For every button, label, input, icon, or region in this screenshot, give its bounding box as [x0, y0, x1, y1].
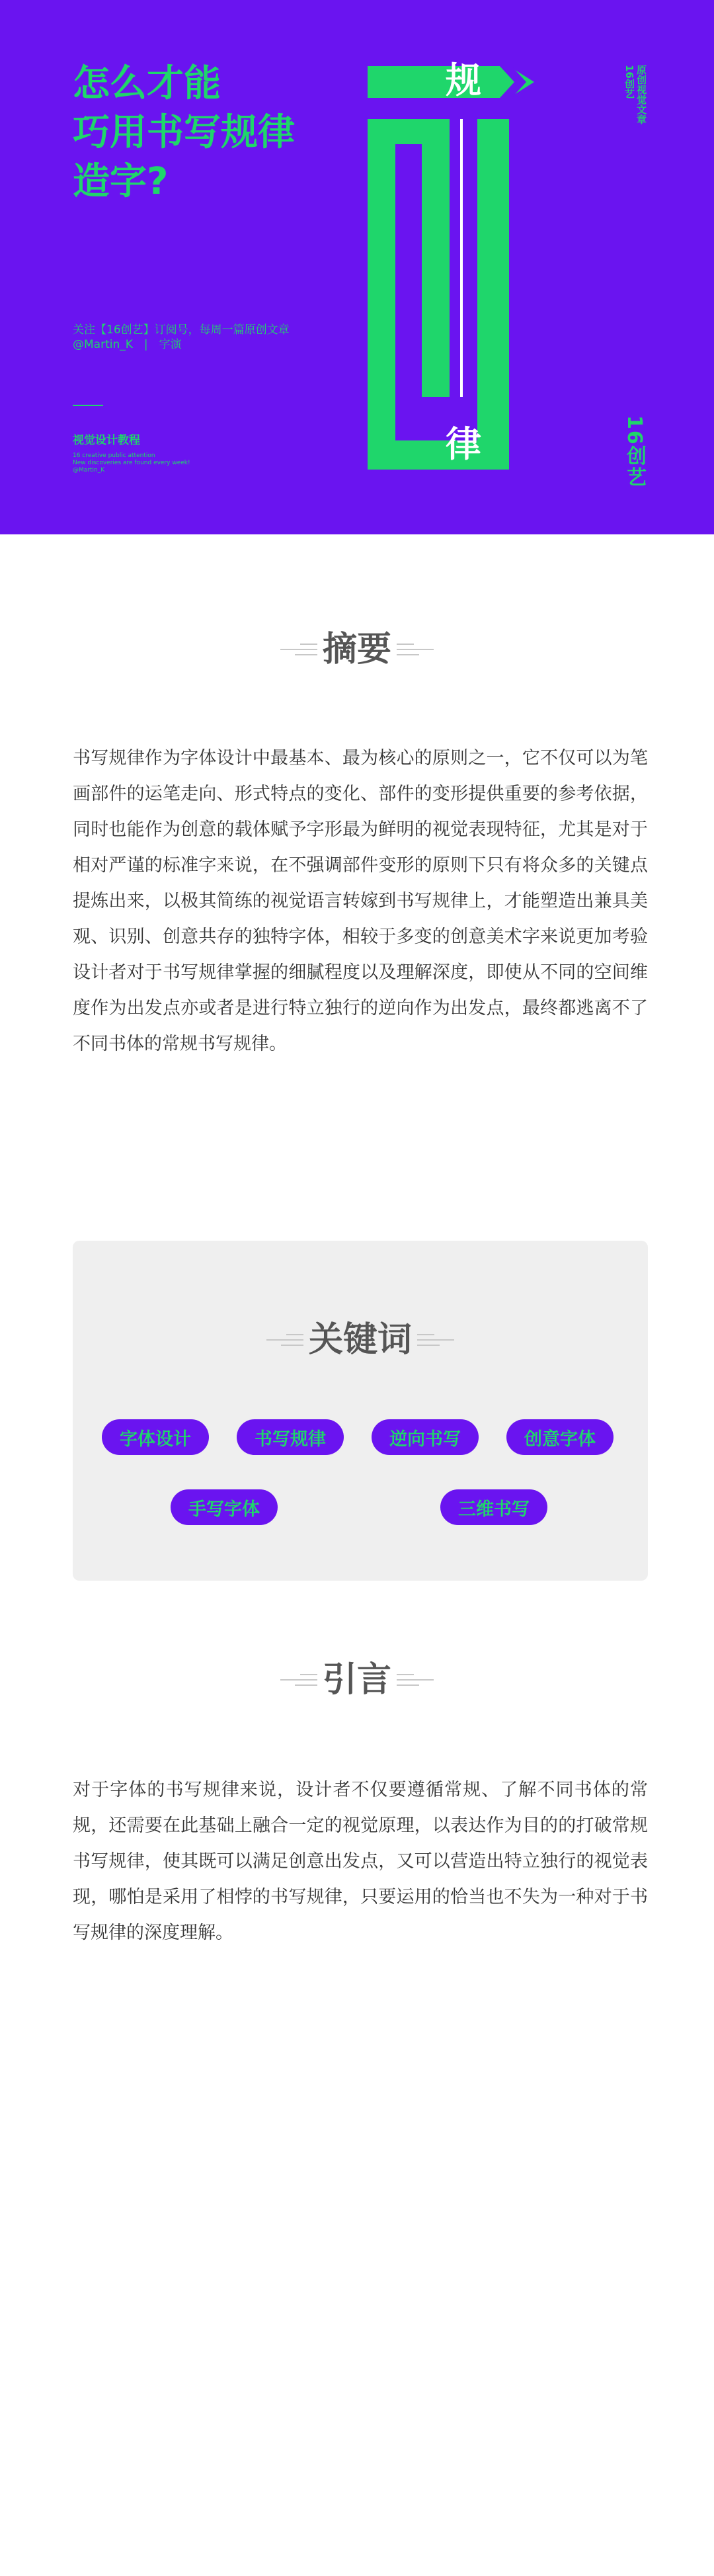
hero-brand-logo: 16创艺 [623, 415, 646, 488]
glyph-bottom-character: 律 [446, 423, 481, 465]
hero-title [73, 60, 295, 206]
glyph-artwork [368, 59, 553, 470]
hero-follow-line-1: 关注【16创艺】订阅号，每周一篇原创文章 [73, 323, 290, 337]
intro-paragraph: 对于字体的书写规律来说，设计者不仅要遵循常规、了解不同书体的常规，还需要在此基础上融合一定的视觉原理，以表达作为目的的打破常规书写规律，使其既可以满足创意出发点，又可以营造出特立独行的视觉表现，哪怕是采用了相悖的书写规律，只要运用的恰当也不失为一种对于书写规律的深度理解。 [73, 1780, 648, 1943]
glyph-top-character: 规 [446, 59, 481, 101]
hero-vertical-brand: 16创艺 [623, 65, 635, 99]
heading-decoration-right [417, 1334, 454, 1346]
hero-follow-info [73, 323, 290, 352]
hero-en-line-3: @Martin_K [73, 467, 105, 474]
intro-heading [0, 1659, 714, 1701]
keyword-tag[interactable]: 创意字体 [506, 1419, 614, 1455]
keyword-tag[interactable]: 手写字体 [171, 1489, 278, 1525]
hero-title-line-2: 巧用书写规律 [73, 111, 295, 154]
hero-title-line-3: 造字? [73, 160, 169, 203]
abstract-title: 摘要 [322, 629, 391, 669]
keyword-tag[interactable]: 三维书写 [440, 1489, 547, 1525]
hero-title-line-1: 怎么才能 [73, 62, 221, 105]
hero-banner [0, 0, 714, 534]
keywords-panel [73, 1241, 648, 1581]
heading-decoration-left [280, 644, 317, 655]
heading-decoration-right [397, 644, 434, 655]
hero-divider [73, 405, 103, 406]
heading-decoration-right [397, 1674, 434, 1686]
keywords-heading [73, 1319, 648, 1361]
hero-vertical-subtitle: 原创视觉文章 [635, 65, 647, 124]
abstract-paragraph: 书写规律作为字体设计中最基本、最为核心的原则之一，它不仅可以为笔画部件的运笔走向、形式特点的变化、部件的变形提供重要的参考依据，同时也能作为创意的载体赋予字形最为鲜明的视觉表现特征，尤其是对于相对严谨的标准字来说，在不强调部件变形的原则下只有将众多的关键点提炼出来，以极其简练的视觉语言转嫁到书写规律上，才能塑造出兼具美观、识别、创意共存的独特字体，相较于多变的创意美术字来说更加考验设计者对于书写规律掌握的细腻程度以及理解深度，即使从不同的空间维度作为出发点亦或者是进行特立独行的逆向作为出发点，最终都逃离不了不同书体的常规书写规律。 [73, 748, 648, 1054]
hero-category: 视觉设计教程 [73, 434, 140, 447]
keyword-tag[interactable]: 字体设计 [102, 1419, 209, 1455]
keywords-title: 关键词 [308, 1319, 412, 1360]
hero-en-line-1: 16 creative public attention [73, 452, 155, 459]
hero-en-line-2: New discoveries are found every week! [73, 460, 190, 466]
keyword-tag[interactable]: 书写规律 [237, 1419, 344, 1455]
heading-decoration-left [266, 1334, 303, 1346]
abstract-heading [0, 628, 714, 671]
heading-decoration-left [280, 1674, 317, 1686]
hero-english-tagline [73, 452, 190, 474]
keyword-tag[interactable]: 逆向书写 [372, 1419, 479, 1455]
glyph-shape [368, 66, 553, 470]
intro-title: 引言 [322, 1659, 391, 1700]
hero-follow-line-2: @Martin_K | 字演 [73, 338, 182, 351]
